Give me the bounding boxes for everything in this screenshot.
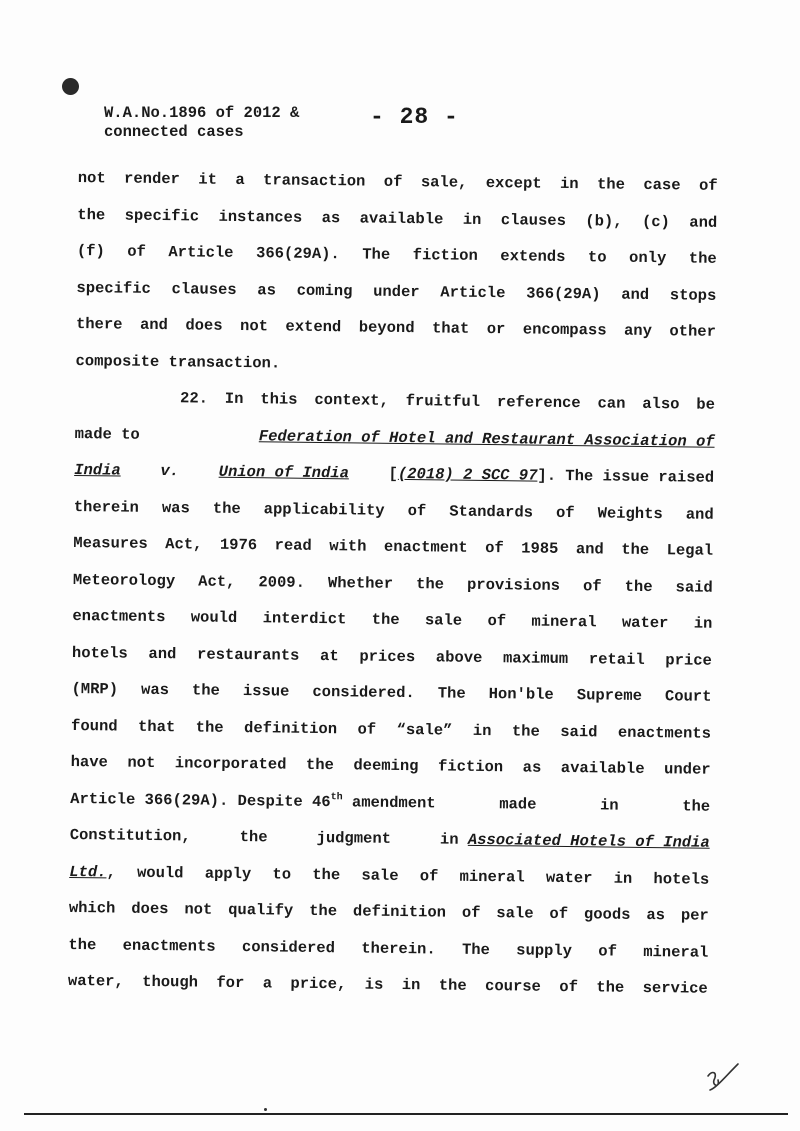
versus-label: v. (160, 462, 180, 481)
footer-rule (24, 1113, 788, 1115)
text-line-content: amendment made in the (351, 792, 711, 816)
case-citation-india: India (74, 460, 121, 480)
text-line-content: Constitution, the judgment in (69, 825, 459, 849)
text-line-content: 22. In this context, fruitful reference can also be (179, 389, 716, 414)
bracket-open: [ (388, 464, 399, 483)
ordinal-superscript: th (330, 791, 343, 803)
text-line-content: water, though for a price, is in the course of the service (67, 971, 708, 998)
case-number-header (104, 104, 299, 142)
text-line-content: which does not qualify the definition of sale of goods as per (68, 898, 709, 925)
page-number: - 28 - (370, 104, 459, 130)
text-line-content: hotels and restaurants at prices above maximum retail price (71, 643, 712, 670)
text-line (68, 963, 708, 1007)
text-line-content: there and does not extend beyond that or encompass any other (75, 314, 717, 341)
case-citation-federation: Federation of Hotel and Restaurant Association of (258, 426, 715, 451)
text-line-content: the specific instances as available in clauses (b), (c) and (77, 205, 718, 232)
text-line-content: Meteorology Act, 2009. Whether the provisions of the said (72, 570, 713, 597)
text-line-content: made to (74, 424, 140, 444)
text-line-content: the enactments considered therein. The supply of mineral (68, 935, 709, 962)
text-line-content: enactments would interdict the sale of mineral water in (72, 606, 713, 633)
punch-hole-mark (62, 78, 79, 95)
text-line-content: ]. The issue raised (537, 466, 715, 487)
text-line-content: found that the definition of “sale” in the said enactments (70, 716, 712, 743)
text-line-content: not render it a transaction of sale, except in the case of (77, 168, 718, 195)
text-line-content: composite transaction. (75, 351, 281, 372)
text-line-content: Measures Act, 1976 read with enactment of 1985 and the Legal (73, 533, 714, 560)
body-text (68, 160, 718, 1007)
case-number-line2: connected cases (104, 123, 244, 141)
scan-dot-mark (264, 1108, 267, 1111)
text-line-content: specific clauses as coming under Article 366(29A) and stops (76, 278, 717, 305)
signature-initials-icon (702, 1060, 742, 1100)
case-citation-associated-hotels: Associated Hotels of India (467, 830, 710, 852)
scc-citation: (2018) 2 SCC 97 (397, 464, 538, 485)
text-line-content: have not incorporated the deeming fiction as available under (70, 752, 711, 779)
case-citation-union-of-india: Union of India (218, 462, 350, 483)
case-number-line1: W.A.No.1896 of 2012 & (104, 104, 300, 122)
text-line-content: , would apply to the sale of mineral water in hotels (106, 862, 710, 889)
text-line-content: (MRP) was the issue considered. The Hon'ble Supreme Court (71, 679, 712, 706)
text-line-content: therein was the applicability of Standards of Weights and (73, 497, 714, 524)
text-line-content: (f) of Article 366(29A). The fiction extends to only the (76, 241, 717, 268)
case-citation-ltd: Ltd. (69, 862, 107, 881)
text-line-content: Article 366(29A). Despite 46 (70, 789, 331, 811)
